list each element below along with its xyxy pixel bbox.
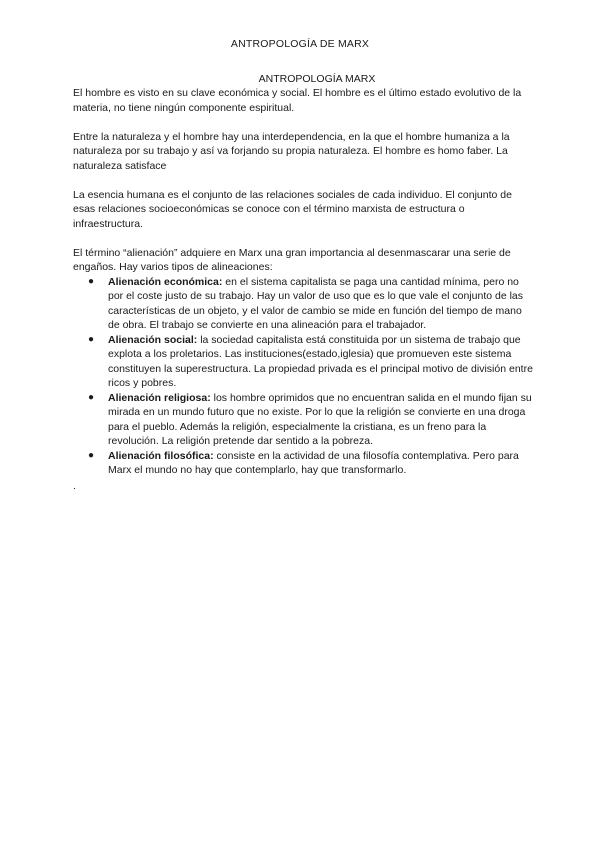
list-item-economic xyxy=(88,275,533,333)
alienation-list xyxy=(73,275,533,478)
document-body xyxy=(73,72,533,493)
bullet-icon: ● xyxy=(88,391,95,403)
paragraph-4: El término “alienación” adquiere en Marx una gran importancia al desenmascarar una serie de engaños. Hay varios tipos de alineaciones: xyxy=(73,246,511,273)
list-item-term: Alienación económica: xyxy=(108,275,223,288)
paragraph-1: El hombre es visto en su clave económica y social. El hombre es el último estado evolutivo de la materia, no tiene ningún componente espiritual. xyxy=(73,87,522,114)
bullet-icon: ● xyxy=(88,275,95,287)
paragraph-2: Entre la naturaleza y el hombre hay una interdependencia, en la que el hombre humaniza a la naturaleza por su trabajo y así va forjando su propia naturaleza. El hombre es homo faber. La naturaleza satisface xyxy=(73,130,510,172)
list-item-term: Alienación religiosa: xyxy=(108,391,211,404)
list-item-text: los hombre oprimidos que no encuentran salida en el mundo fijan su mirada en un mundo futuro que no existe. Por lo que la religión se convierte en una droga para el pueblo. Además la religión, especialmente la cristiana, es un freno para la revolución. La religión pretende dar sentido a la pobreza. xyxy=(108,391,532,447)
list-item-text: la sociedad capitalista está constituida por un sistema de trabajo que explota a los proletarios. Las instituciones(estado,iglesia) que promueven este sistema constituyen la superestructura. La propiedad privada es el principal motivo de división entre ricos y pobres. xyxy=(108,333,533,389)
page-header: ANTROPOLOGÍA DE MARX xyxy=(230,38,370,50)
trailing-period: . xyxy=(73,479,76,492)
list-item-term: Alienación social: xyxy=(108,333,198,346)
list-item-social xyxy=(88,333,533,391)
list-item-text: consiste en la actividad de una filosofía contemplativa. Pero para Marx el mundo no hay que contemplarlo, hay que transformarlo. xyxy=(108,449,519,476)
list-item-text: en el sistema capitalista se paga una cantidad mínima, pero no por el coste justo de su trabajo. Hay un valor de uso que es lo que vale el conjunto de las características de un objeto, y el valor de cambio se mide en función del tiempo de mano de obra. El trabajo se convierte en una alineación para el trabajador. xyxy=(108,275,524,331)
list-item-term: Alienación filosófica: xyxy=(108,449,214,462)
bullet-icon: ● xyxy=(88,449,95,461)
list-item-religious xyxy=(88,391,533,449)
document-title: ANTROPOLOGÍA MARX xyxy=(258,73,376,85)
paragraph-3: La esencia humana es el conjunto de las relaciones sociales de cada individuo. El conjunto de esas relaciones socioeconómicas se conoce con el término marxista de estructura o infraestructura. xyxy=(73,188,512,230)
bullet-icon: ● xyxy=(88,333,95,345)
list-item-philosophical xyxy=(88,449,533,478)
